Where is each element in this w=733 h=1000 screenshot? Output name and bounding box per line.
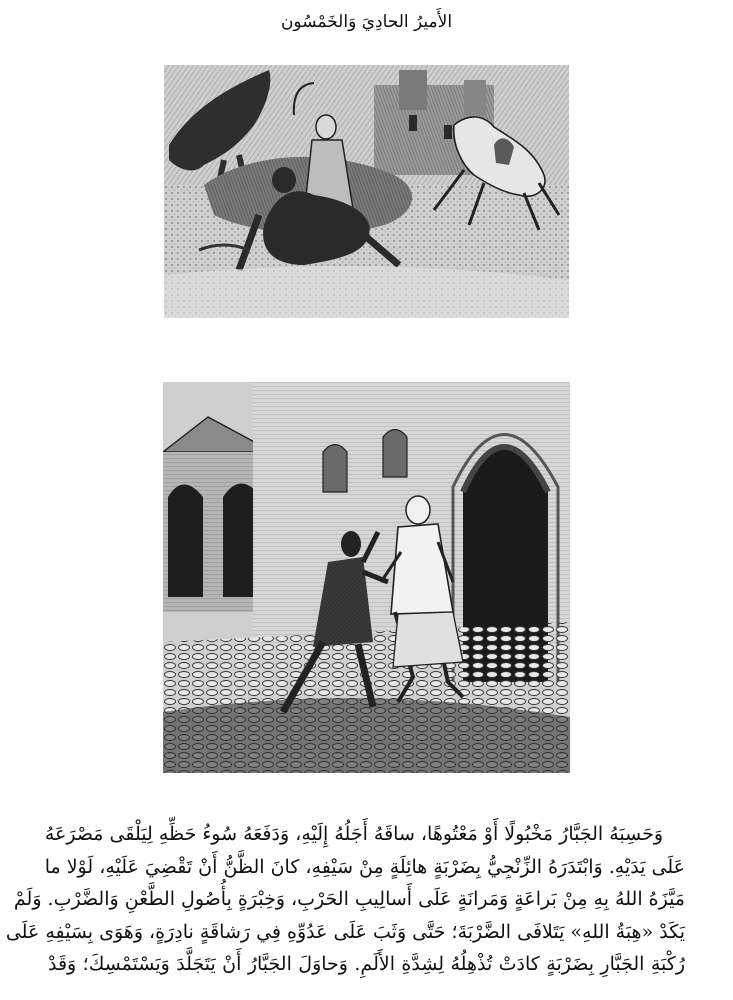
illustration-street-encounter — [163, 382, 570, 773]
body-line-5: رُكْبَةِ الجَبَّارِ بِضَرْبَةٍ كادَتْ تُذْهِلُهُ لِشِدَّةِ الأَلَمِ. وَحاوَلَ الجَبَّارُ أَنْ يَتَجَلَّدَ وَيَسْتَمْسِكَ؛ وَقَدْ — [48, 953, 685, 975]
body-line-1: وَحَسِبَهُ الجَبَّارُ مَخْبُولًا أَوْ مَعْتُوهًا، ساقَهُ أَجَلُهُ إِلَيْهِ، وَدَفَعَهُ سُوءُ حَظِّهِ لِيَلْقَى مَصْرَعَهُ — [44, 823, 663, 845]
chapter-title: الأَميرُ الحادِيَ وَالخَمْسُون — [280, 12, 453, 32]
battle-engraving — [164, 65, 569, 318]
body-line-3: مَيَّزَهُ اللهُ بِهِ مِنْ بَراعَةٍ وَمَرانَةٍ عَلَى أَسالِيبِ الحَرْبِ، وَخِبْرَةٍ بِأُصُولِ الطَّعْنِ وَالضَّرْبِ. وَلَمْ — [13, 888, 685, 910]
body-text — [5, 818, 685, 981]
page-header — [0, 10, 733, 34]
body-line-2: عَلَى يَدَيْهِ. وَابْتَدَرَهُ الزِّنْجِيُّ بِضَرْبَةٍ هائِلَةٍ مِنْ سَيْفِهِ، كانَ الظَّنُّ أَنْ تَقْضِيَ عَلَيْهِ، لَوْلا ما — [44, 855, 685, 878]
illustration-battle — [164, 65, 569, 318]
body-line-4: يَكَدْ «هِبَةُ اللهِ» يَتَلافَى الضَّرْبَةَ؛ حَتَّى وَثَبَ عَلَى عَدُوِّهِ فِي رَشاقَةٍ نادِرَةٍ، وَهَوَى بِسَيْفِهِ عَلَى — [5, 920, 685, 943]
street-engraving — [163, 382, 570, 773]
